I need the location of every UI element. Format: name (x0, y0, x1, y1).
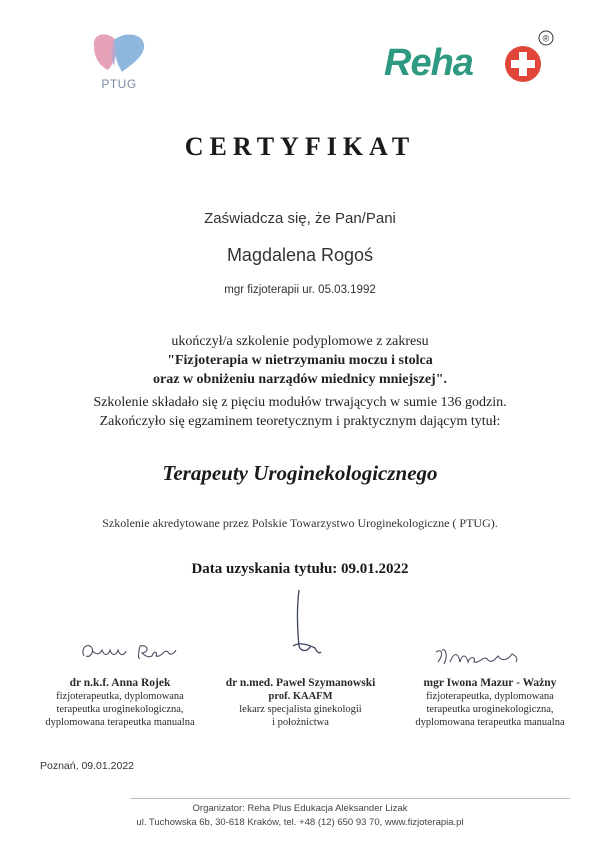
svg-text:®: ® (542, 33, 550, 44)
signatory-name: dr n.k.f. Anna Rojek (69, 677, 171, 689)
recipient-degree: mgr fizjoterapii ur. 05.03.1992 (224, 284, 376, 296)
signatory-name: dr n.med. Paweł Szymanowski (225, 677, 376, 689)
signatory-role: fizjoterapeutka, dyplomowana (56, 691, 184, 702)
signatory-role: prof. KAAFM (268, 691, 333, 702)
signatory-role: terapeutka uroginekologiczna, (426, 704, 554, 715)
date-obtained: Data uzyskania tytułu: 09.01.2022 (191, 561, 409, 577)
attest-text: Zaświadcza się, że Pan/Pani (204, 210, 396, 227)
course-duration: Szkolenie składało się z pięciu modułów trwających w sumie 136 godzin. (93, 395, 507, 410)
signatory-2 (218, 677, 383, 729)
conferred-title: Terapeuty Uroginekologicznego (162, 461, 438, 485)
signatory-role: i położnictwa (272, 717, 329, 728)
accreditation-text: Szkolenie akredytowane przez Polskie Towarzystwo Uroginekologiczne ( PTUG). (102, 516, 498, 530)
course-name-line2: oraz w obniżeniu narządów miednicy mniejszej". (153, 372, 447, 387)
reha-logo-text: Reha (384, 42, 473, 84)
course-intro: ukończył/a szkolenie podyplomowe z zakresu (171, 334, 429, 349)
signature-szymanowski-icon (285, 586, 325, 666)
signatory-3 (405, 677, 575, 729)
place-date: Poznań, 09.01.2022 (40, 760, 134, 772)
signatory-1 (40, 677, 200, 729)
signatory-role: fizjoterapeutka, dyplomowana (426, 691, 554, 702)
ptug-logo-text: PTUG (101, 77, 137, 91)
footer-organizer: Organizator: Reha Plus Edukacja Aleksander Lizak (192, 803, 408, 814)
registered-mark-icon (538, 30, 554, 46)
signatory-role: terapeutka uroginekologiczna, (56, 704, 184, 715)
signatory-name: mgr Iwona Mazur - Ważny (423, 677, 557, 689)
plus-icon (503, 43, 545, 83)
certificate-title: CERTYFIKAT (184, 132, 416, 161)
footer-divider (130, 798, 570, 799)
course-exam: Zakończyło się egzaminem teoretycznym i praktycznym dającym tytuł: (99, 414, 501, 429)
footer-address: ul. Tuchowska 6b, 30-618 Kraków, tel. +48 (12) 650 93 70, www.fizjoterapia.pl (136, 817, 464, 828)
signature-mazur-icon (432, 644, 522, 670)
course-name-line1: "Fizjoterapia w nietrzymaniu moczu i stolca (167, 353, 433, 368)
signatory-role: lekarz specjalista ginekologii (239, 704, 362, 715)
signatory-role: dyplomowana terapeutka manualna (45, 717, 195, 728)
signature-rojek-icon (78, 638, 188, 666)
signatory-role: dyplomowana terapeutka manualna (415, 717, 565, 728)
recipient-name: Magdalena Rogoś (226, 245, 374, 265)
